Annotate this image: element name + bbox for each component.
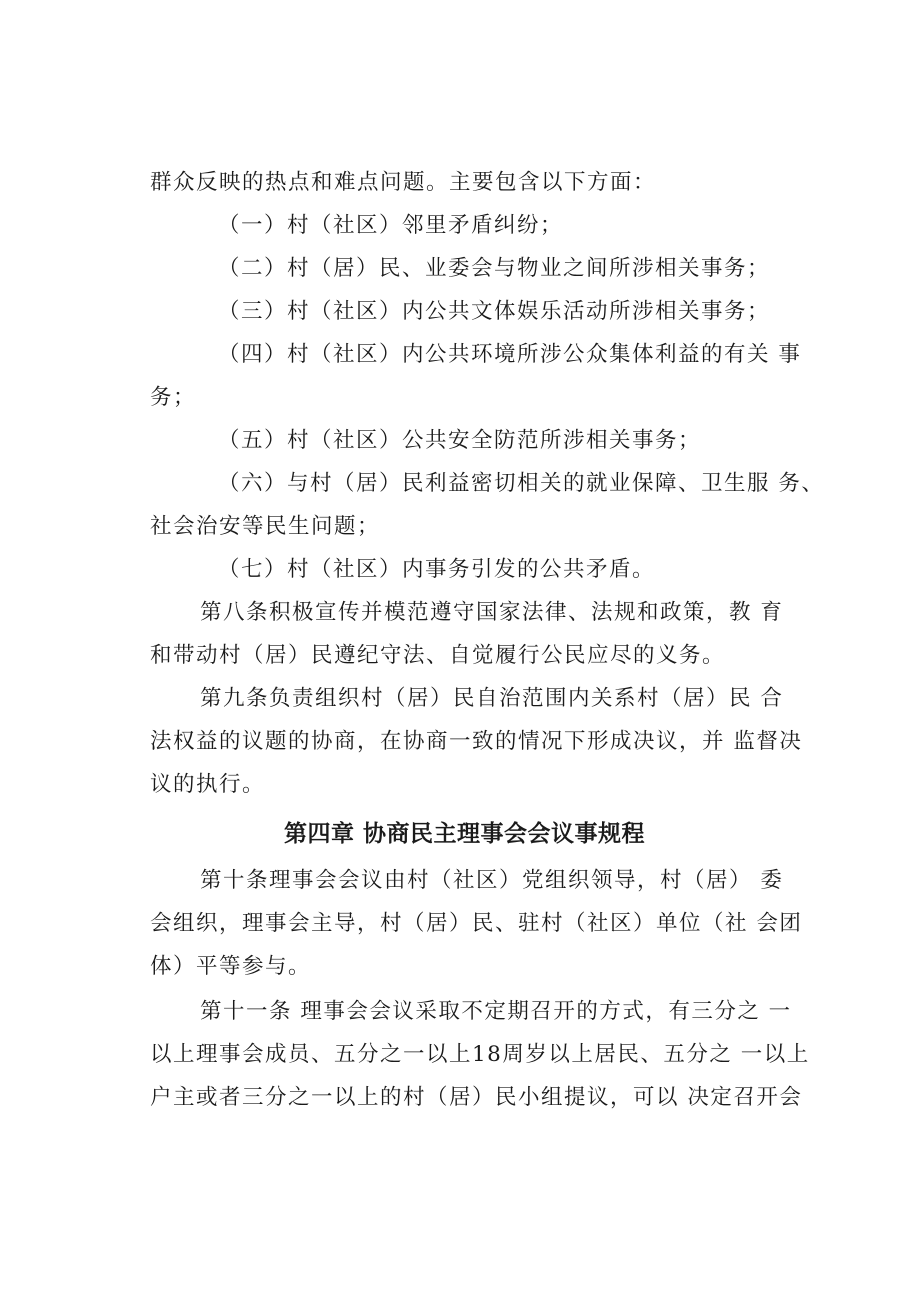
list-item-continuation: 社会治安等民生问题； [150,514,381,539]
list-item: （一）村（社区）邻里矛盾纠纷； [218,213,564,238]
list-item: （四）村（社区）内公共环境所涉公众集体利益的有关 事 [218,342,802,367]
article-9-continuation: 议的执行。 [150,772,266,797]
chapter-heading: 第四章 协商民主理事会会议事规程 [284,821,646,847]
list-item-continuation: 务； [150,385,197,410]
article-8: 第八条积极宣传并模范遵守国家法律、法规和政策，教 育 [200,600,784,625]
text-line: 群众反映的热点和难点问题。主要包含以下方面： [150,170,657,195]
article-9: 第九条负责组织村（居）民自治范围内关系村（居）民 合 [200,686,784,711]
list-item: （七）村（社区）内事务引发的公共矛盾。 [218,557,656,582]
list-item: （二）村（居）民、业委会与物业之间所涉相关事务； [218,256,771,281]
article-10: 第十条理事会会议由村（社区）党组织领导，村（居） 委 [200,868,784,893]
article-10-continuation: 体）平等参与。 [150,954,312,979]
list-item: （五）村（社区）公共安全防范所涉相关事务； [218,428,702,453]
list-item: （三）村（社区）内公共文体娱乐活动所涉相关事务； [218,299,771,324]
article-9-continuation: 法权益的议题的协商，在协商一致的情况下形成决议，并 监督决 [150,729,803,754]
article-10-continuation: 会组织，理事会主导，村（居）民、驻村（社区）单位（社 会团 [150,911,803,936]
list-item: （六）与村（居）民利益密切相关的就业保障、卫生服 务、 [218,471,825,496]
article-11-continuation: 户主或者三分之一以上的村（居）民小组提议，可以 决定召开会 [150,1085,803,1110]
article-8-continuation: 和带动村（居）民遵纪守法、自觉履行公民应尽的义务。 [150,643,726,668]
article-11: 第十一条 理事会会议采取不定期召开的方式，有三分之 一 [200,999,792,1024]
article-11-continuation: 以上理事会成员、五分之一以上18周岁以上居民、五分之 一以上 [150,1042,810,1067]
